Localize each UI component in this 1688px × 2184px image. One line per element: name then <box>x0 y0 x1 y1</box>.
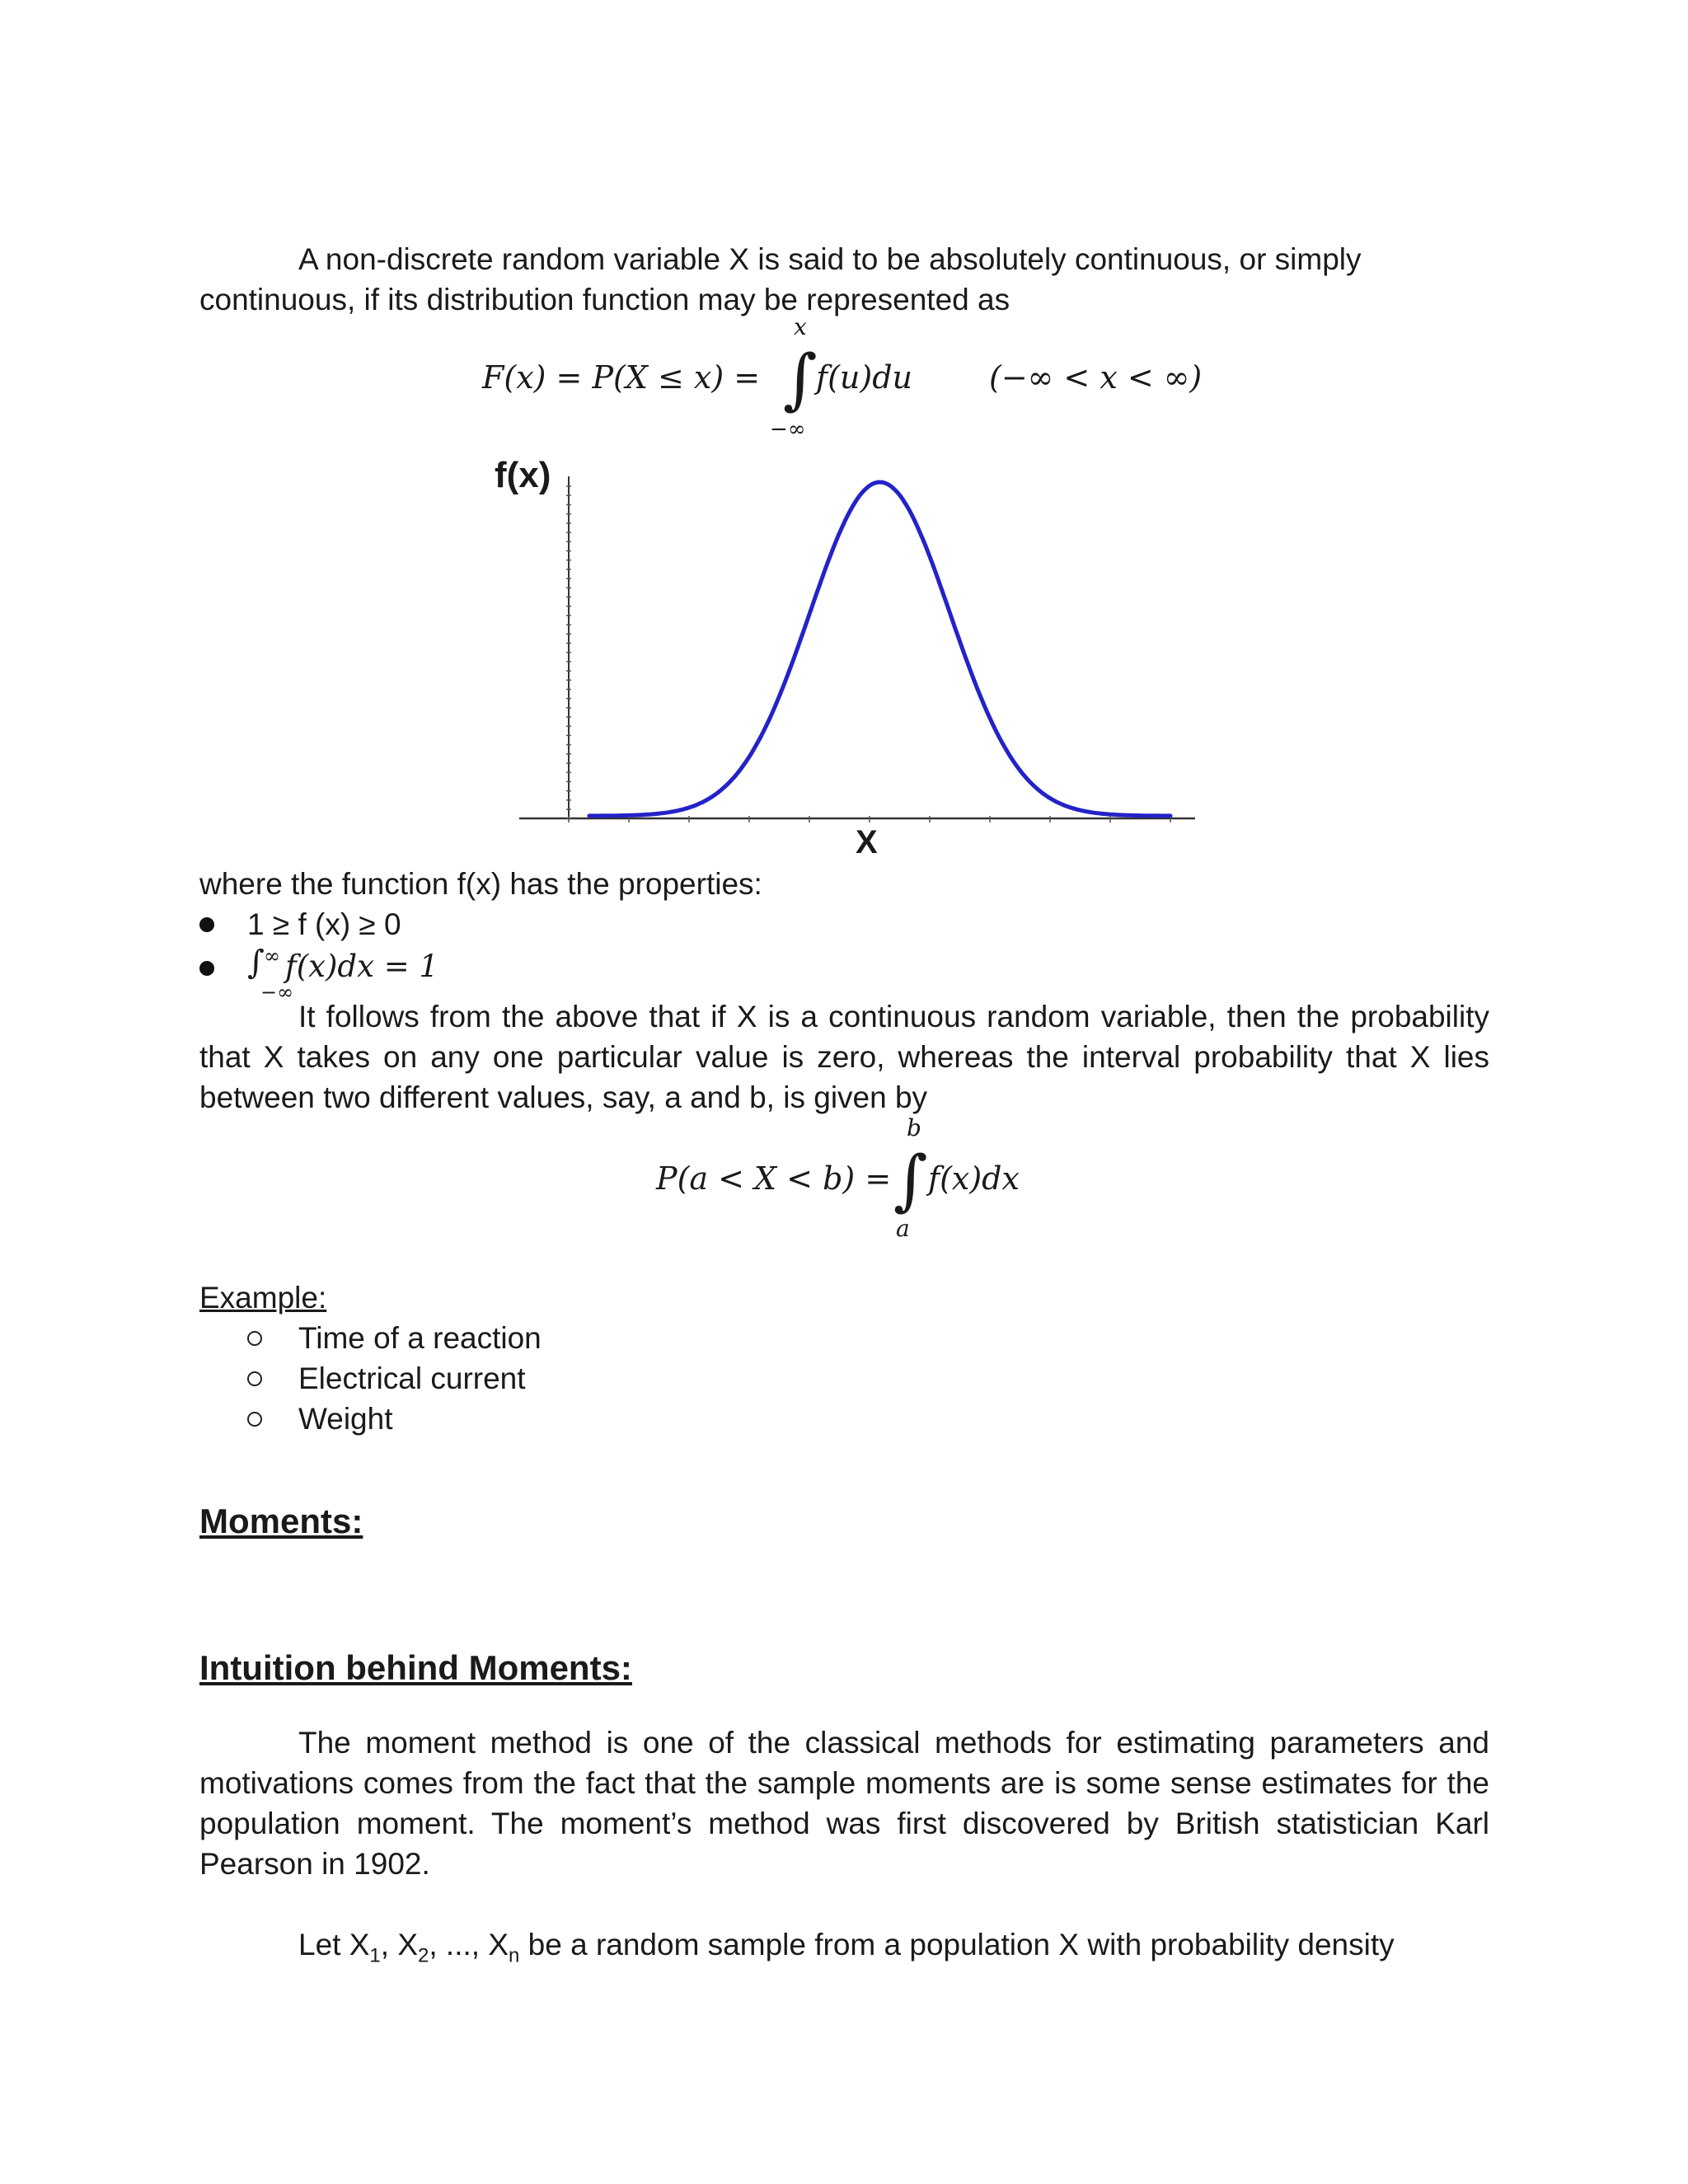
cdf-lhs: F(x) = P(X ≤ x) = <box>482 359 761 396</box>
interval-lhs: P(a < X < b) = <box>656 1160 892 1197</box>
chart-x-label: X <box>856 824 878 860</box>
chart-axes <box>519 476 1195 820</box>
subscript-1: 1 <box>369 1944 381 1967</box>
property-1-text: 1 ≥ f (x) ≥ 0 <box>247 907 401 941</box>
intuition-paragraph: The moment method is one of the classical methods for estimating parameters and motivations comes from the fact that the sample moments are is some sense estimates for the population moment. The moment’s method was first discovered by British statistician Karl Pearson in 1902. <box>199 1726 1489 1881</box>
interval-integral-sign: ∫ <box>893 1141 928 1218</box>
sample-text: , X <box>380 1928 419 1961</box>
cdf-integrand: f(u)du <box>816 359 912 396</box>
properties-intro: where the function f(x) has the properties: <box>199 867 762 901</box>
cdf-lower-limit: −∞ <box>770 417 806 442</box>
chart-svg <box>486 453 1203 832</box>
intuition-heading: Intuition behind Moments: <box>199 1648 632 1687</box>
example-item-text: Time of a reaction <box>298 1321 542 1355</box>
intro-paragraph <box>199 239 1489 320</box>
intro-line-2: continuous, if its distribution function may be represented as <box>199 283 1010 316</box>
bullet-icon <box>199 917 214 932</box>
circle-bullet-icon <box>247 1412 262 1427</box>
property-2-integrand: f(x)dx = 1 <box>285 949 439 984</box>
cdf-upper-limit: x <box>794 313 807 340</box>
density-chart <box>486 453 1203 865</box>
circle-bullet-icon <box>247 1371 262 1386</box>
property-2-upper: ∞ <box>264 944 280 968</box>
sample-text: be a random sample from a population X with probability density <box>519 1928 1395 1961</box>
property-2-lower: −∞ <box>260 981 294 1004</box>
moments-heading: Moments: <box>199 1502 363 1540</box>
bullet-icon <box>199 961 214 976</box>
sample-text: Let X <box>298 1928 370 1961</box>
example-title: Example: <box>199 1281 327 1315</box>
chart-y-label: f(x) <box>495 455 551 495</box>
subscript-2: 2 <box>418 1944 429 1967</box>
example-item-text: Weight <box>298 1402 393 1436</box>
intro-line-1: A non-discrete random variable X is said to be absolutely continuous, or simply <box>298 242 1362 276</box>
cdf-integral-sign: ∫ <box>783 340 818 417</box>
interval-upper-limit: b <box>907 1114 921 1141</box>
property-2-integral-sign: ∫ <box>247 944 265 982</box>
interval-integrand: f(x)dx <box>928 1160 1020 1197</box>
sample-text: , ..., X <box>429 1928 509 1961</box>
follows-paragraph: It follows from the above that if X is a continuous random variable, then the probability that X takes on any one particular value is zero, whereas the interval probability that X lies between two different values, say, a and b, is given by <box>199 1000 1489 1114</box>
interval-lower-limit: a <box>896 1215 910 1242</box>
circle-bullet-icon <box>247 1331 262 1346</box>
subscript-n: n <box>509 1944 520 1967</box>
sample-sentence <box>199 1924 1588 1975</box>
density-curve <box>589 482 1170 816</box>
cdf-domain: (−∞ < x < ∞) <box>989 359 1203 396</box>
example-item-text: Electrical current <box>298 1361 526 1395</box>
